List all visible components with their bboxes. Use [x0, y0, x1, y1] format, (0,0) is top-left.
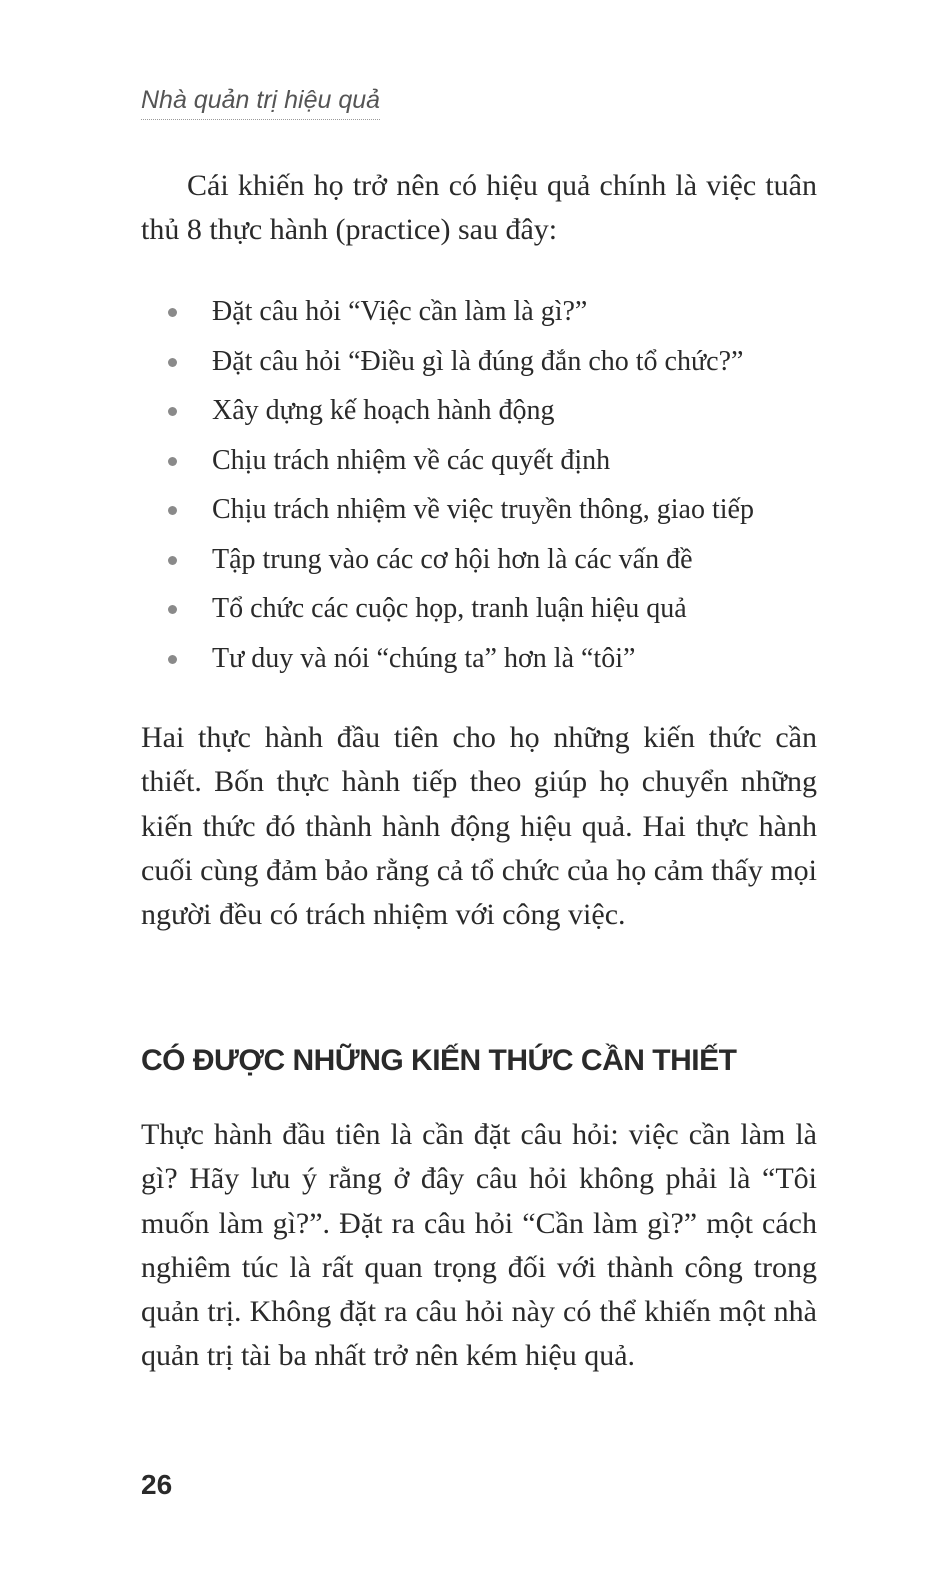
list-item [141, 287, 817, 337]
list-item [141, 485, 817, 535]
list-item-text: Đặt câu hỏi “Việc cần làm là gì?” [212, 296, 588, 327]
list-item [141, 634, 817, 684]
list-item-text: Tổ chức các cuộc họp, tranh luận hiệu quả [212, 593, 687, 624]
list-item-text: Tập trung vào các cơ hội hơn là các vấn đề [212, 543, 693, 575]
list-item-text: Tư duy và nói “chúng ta” hơn là “tôi” [212, 642, 636, 674]
bullet-icon [168, 605, 177, 614]
bullet-icon [168, 358, 177, 367]
running-header: Nhà quản trị hiệu quả [141, 86, 380, 120]
bullet-icon [168, 655, 177, 664]
list-item [141, 535, 817, 585]
page-number: 26 [141, 1469, 173, 1500]
body-paragraph-1: Hai thực hành đầu tiên cho họ những kiến thức cần thiết. Bốn thực hành tiếp theo giúp họ chuyển những kiến thức đó thành hành động hiệu quả. Hai thực hành cuối cùng đảm bảo rằng cả tổ chức của họ cảm thấy mọi người đều có trách nhiệm với công việc. [141, 721, 818, 932]
list-item [141, 337, 817, 387]
bullet-icon [168, 506, 177, 515]
bullet-icon [168, 457, 177, 466]
list-item-text: Đặt câu hỏi “Điều gì là đúng đắn cho tổ chức?” [212, 345, 744, 377]
bullet-icon [168, 556, 177, 565]
list-item-text: Xây dựng kế hoạch hành động [212, 395, 555, 426]
bullet-icon [168, 407, 177, 416]
list-item [141, 386, 817, 436]
practice-list [141, 287, 817, 683]
list-item-text: Chịu trách nhiệm về các quyết định [212, 444, 611, 476]
section-heading: CÓ ĐƯỢC NHỮNG KIẾN THỨC CẦN THIẾT [141, 1044, 737, 1077]
intro-paragraph: Cái khiến họ trở nên có hiệu quả chính là việc tuân thủ 8 thực hành (practice) sau đây: [141, 169, 817, 246]
body-paragraph-2: Thực hành đầu tiên là cần đặt câu hỏi: việc cần làm là gì? Hãy lưu ý rằng ở đây câu hỏi không phải là “Tôi muốn làm gì?”. Đặt ra câu hỏi “Cần làm gì?” một cách nghiêm túc là rất quan trọng đối với thành công trong quản trị. Không đặt ra câu hỏi này có thể khiến một nhà quản trị tài ba nhất trở nên kém hiệu quả. [141, 1118, 817, 1373]
list-item [141, 584, 817, 634]
list-item [141, 436, 817, 486]
bullet-icon [168, 308, 177, 317]
list-item-text: Chịu trách nhiệm về việc truyền thông, giao tiếp [212, 494, 754, 525]
